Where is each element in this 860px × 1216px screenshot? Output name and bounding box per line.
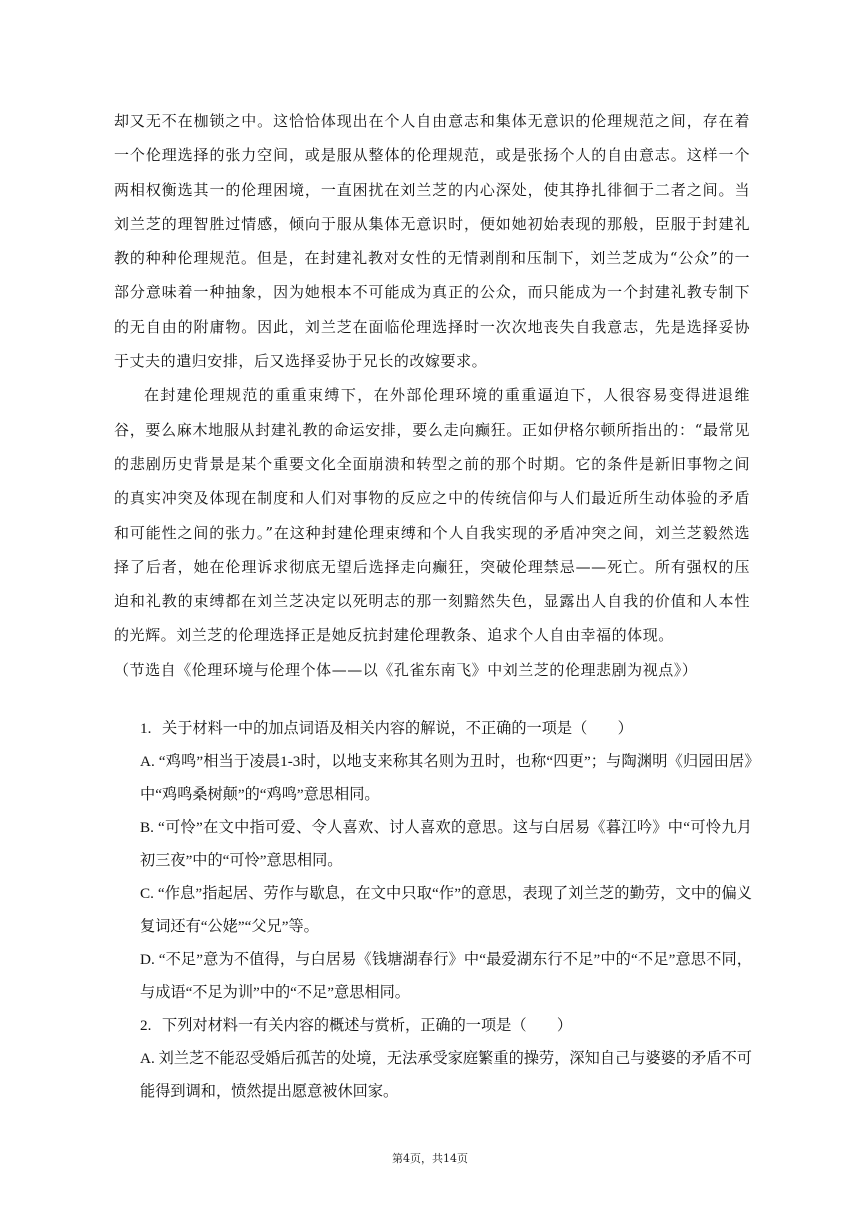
- question-1-option-b: B. “可怜”在文中指可爱、令人喜欢、讨人喜欢的意思。这与白居易《暮江吟》中“可怜九月初三夜”中的“可怜”意思相同。: [140, 819, 752, 869]
- question-text: 下列对材料一有关内容的概述与赏析，正确的一项是（ ）: [162, 1017, 573, 1034]
- questions-section: [140, 712, 752, 1108]
- passage-text: [114, 104, 750, 687]
- question-number: 1.: [140, 720, 152, 737]
- question-1-option-c: C. “作息”指起居、劳作与歇息，在文中只取“作”的意思，表现了刘兰芝的勤劳，文中的偏义复词还有“公姥”“父兄”等。: [140, 885, 752, 935]
- question-1-option-a: A. “鸡鸣”相当于凌晨1-3时，以地支来称其名则为丑时，也称“四更”；与陶渊明《归园田居》中“鸡鸣桑树颠”的“鸡鸣”意思相同。: [140, 753, 752, 803]
- question-1-stem: [140, 712, 752, 745]
- passage-source: （节选自《伦理环境与伦理个体——以《孔雀东南飞》中刘兰芝的伦理悲剧为视点》）: [114, 660, 698, 679]
- question-2-option-a: A. 刘兰芝不能忍受婚后孤苦的处境，无法承受家庭繁重的操劳，深知自己与婆婆的矛盾不可能得到调和，愤然提出愿意被休回家。: [140, 1050, 752, 1100]
- passage-paragraph: 在封建伦理规范的重重束缚下，在外部伦理环境的重重逼迫下，人很容易变得进退维谷，要么麻木地服从封建礼教的命运安排，要么走向癫狂。正如伊格尔顿所指出的：“最常见的悲剧历史背景是某个重要文化全面崩溃和转型之前的那个时期。它的条件是新旧事物之间的真实冲突及体现在制度和人们对事物的反应之中的传统信仰与人们最近所生动体验的矛盾和可能性之间的张力。”在这种封建伦理束缚和个人自我实现的矛盾冲突之间，刘兰芝毅然选择了后者，她在伦理诉求彻底无望后选择走向癫狂，突破伦理禁忌——死亡。所有强权的压迫和礼教的束缚都在刘兰芝决定以死明志的那一刻黯然失色，显露出人自我的价值和人本性的光辉。刘兰芝的伦理选择正是她反抗封建伦理教条、追求个人自由幸福的体现。: [114, 386, 750, 645]
- question-1-option-d: D. “不足”意为不值得，与白居易《钱塘湖春行》中“最爱湖东行不足”中的“不足”意思不同，与成语“不足为训”中的“不足”意思相同。: [140, 951, 752, 1001]
- page-footer: 第4页，共14页: [392, 1152, 468, 1165]
- question-number: 2.: [140, 1017, 152, 1034]
- question-text: 关于材料一中的加点词语及相关内容的解说，不正确的一项是（ ）: [162, 720, 633, 737]
- passage-paragraph: 却又无不在枷锁之中。这恰恰体现出在个人自由意志和集体无意识的伦理规范之间，存在着一个伦理选择的张力空间，或是服从整体的伦理规范，或是张扬个人的自由意志。这样一个两相权衡选其一的伦理困境，一直困扰在刘兰芝的内心深处，使其挣扎徘徊于二者之间。当刘兰芝的理智胜过情感，倾向于服从集体无意识时，便如她初始表现的那般，臣服于封建礼教的种种伦理规范。但是，在封建礼教对女性的无情剥削和压制下，刘兰芝成为“公众”的一部分意味着一种抽象，因为她根本不可能成为真正的公众，而只能成为一个封建礼教专制下的无自由的附庸物。因此，刘兰芝在面临伦理选择时一次次地丧失自我意志，先是选择妥协于丈夫的遣归安排，后又选择妥协于兄长的改嫁要求。: [114, 112, 750, 371]
- question-2-stem: [140, 1009, 752, 1042]
